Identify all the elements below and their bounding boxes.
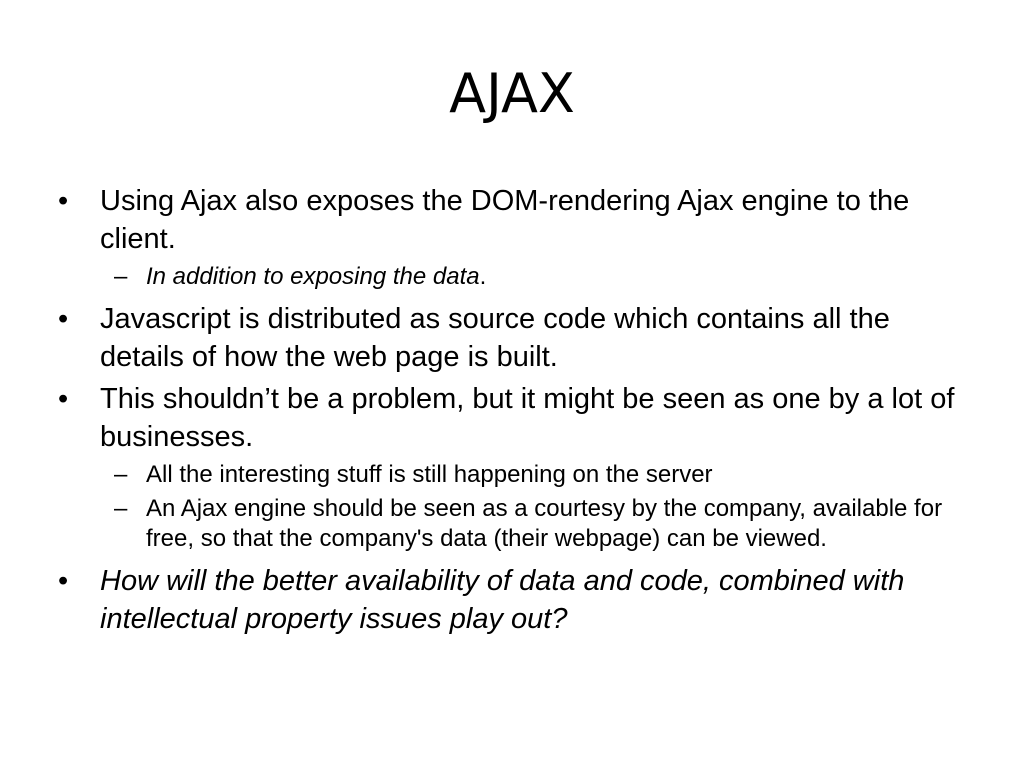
sub-bullet-text: In addition to exposing the data [146, 263, 480, 290]
bullet-dot-icon: • [58, 185, 69, 217]
sub-bullet-suffix: . [479, 263, 487, 290]
bullet-item [58, 182, 968, 258]
bullet-dot-icon: • [58, 303, 69, 335]
sub-bullet-item [58, 262, 968, 292]
bullet-text: How will the better availability of data and code, combined with intellectual property issues play out? [100, 565, 905, 635]
sub-bullet-item [58, 494, 968, 554]
bullet-dot-icon: • [58, 565, 69, 597]
dash-icon: – [114, 461, 128, 488]
bullet-text: Using Ajax also exposes the DOM-rendering Ajax engine to the client. [100, 185, 910, 255]
dash-icon: – [114, 495, 128, 522]
sub-bullet-text: An Ajax engine should be seen as a courtesy by the company, available for free, so that the company's data (their webpage) can be viewed. [146, 495, 943, 552]
bullet-item [58, 300, 968, 376]
bullet-item [58, 380, 968, 456]
bullet-dot-icon: • [58, 383, 69, 415]
sub-bullet-item [58, 460, 968, 490]
bullet-item [58, 562, 968, 638]
sub-bullet-text: All the interesting stuff is still happening on the server [146, 461, 713, 488]
dash-icon: – [114, 263, 128, 290]
slide-title: AJAX [449, 62, 575, 125]
bullet-text: This shouldn’t be a problem, but it might be seen as one by a lot of businesses. [100, 383, 955, 453]
slide-body [58, 182, 968, 638]
bullet-text: Javascript is distributed as source code which contains all the details of how the web page is built. [100, 303, 890, 373]
